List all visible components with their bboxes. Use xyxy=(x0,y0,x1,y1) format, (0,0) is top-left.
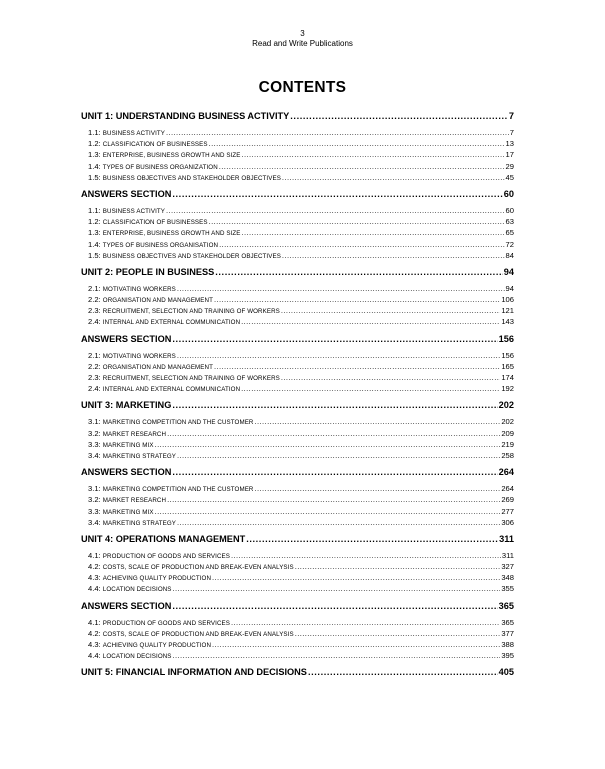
entry-number: 4.4: xyxy=(88,651,101,661)
dot-leader xyxy=(215,265,503,279)
dot-leader xyxy=(173,650,501,661)
page-ref: 264 xyxy=(501,484,514,494)
page-ref: 202 xyxy=(498,400,514,411)
entry-text xyxy=(88,450,176,462)
entry-text xyxy=(88,316,240,328)
dot-leader xyxy=(155,506,501,517)
entry-number: 4.2: xyxy=(88,562,101,572)
page-ref: 365 xyxy=(498,600,514,611)
dot-leader xyxy=(282,172,505,183)
entry-number: 4.4: xyxy=(88,584,101,594)
entry-number: 3.1: xyxy=(88,484,101,494)
entry-label: COSTS, SCALE OF PRODUCTION AND BREAK-EVEN ANALYSIS xyxy=(102,630,294,638)
entry-label: COSTS, SCALE OF PRODUCTION AND BREAK-EVEN ANALYSIS xyxy=(102,564,294,572)
dot-leader xyxy=(172,465,497,479)
entry-label: RECRUITMENT, SELECTION AND TRAINING OF WORKERS xyxy=(102,375,280,382)
page-ref: 269 xyxy=(501,495,514,505)
entry-label: LOCATION DECISIONS xyxy=(102,653,172,661)
entry-number: 1.1: xyxy=(88,205,101,215)
entry-number: 1.4: xyxy=(88,239,101,249)
entry-label: MARKETING MIX xyxy=(102,508,154,516)
section-title: UNIT 4: OPERATIONS MANAGEMENT xyxy=(81,533,246,544)
dot-leader xyxy=(155,439,501,450)
dot-leader xyxy=(214,361,500,372)
page-ref: 192 xyxy=(501,384,514,394)
page-ref: 277 xyxy=(501,506,514,516)
entry-label: ACHIEVING QUALITY PRODUCTION xyxy=(102,575,212,583)
entry-number: 1.3: xyxy=(88,228,101,238)
toc-entry[interactable] xyxy=(81,483,514,494)
page-ref: 306 xyxy=(501,517,514,527)
page-ref: 264 xyxy=(498,467,514,478)
toc-entry[interactable] xyxy=(81,650,514,661)
entry-label: ORGANISATION AND MANAGEMENT xyxy=(102,297,213,305)
section-title: UNIT 1: UNDERSTANDING BUSINESS ACTIVITY xyxy=(81,111,290,121)
page-ref: 84 xyxy=(505,250,514,260)
dot-leader xyxy=(241,383,500,394)
page-ref: 17 xyxy=(505,150,514,160)
toc-section-heading[interactable] xyxy=(81,532,514,546)
entry-number: 1.3: xyxy=(88,150,101,160)
entry-label: MARKETING COMPETITION AND THE CUSTOMER xyxy=(102,486,254,494)
entry-text xyxy=(88,250,281,262)
toc-entry[interactable] xyxy=(81,428,514,439)
entry-number: 4.2: xyxy=(88,628,101,638)
dot-leader xyxy=(172,398,497,412)
dot-leader xyxy=(241,227,504,238)
page-ref: 311 xyxy=(499,533,514,544)
entry-label: CLASSIFICATION OF BUSINESSES xyxy=(102,141,208,149)
entry-text xyxy=(88,172,281,184)
dot-leader xyxy=(167,494,500,505)
toc-section-heading[interactable] xyxy=(81,465,514,479)
entry-label: BUSINESS OBJECTIVES AND STAKEHOLDER OBJECTIVES xyxy=(102,174,281,182)
toc-entry[interactable] xyxy=(81,517,514,528)
dot-leader xyxy=(209,138,505,149)
page-ref: 405 xyxy=(498,667,514,678)
dot-leader xyxy=(166,127,509,138)
dot-leader xyxy=(177,350,500,361)
toc-entry[interactable] xyxy=(81,216,514,227)
toc-entry[interactable] xyxy=(81,138,514,149)
entry-label: CLASSIFICATION OF BUSINESSES xyxy=(102,219,208,227)
toc-entry[interactable] xyxy=(81,149,514,160)
toc-entry[interactable] xyxy=(81,294,514,305)
toc-entry[interactable] xyxy=(81,305,514,316)
page-ref: 7 xyxy=(509,128,514,137)
toc-entry[interactable] xyxy=(81,205,514,216)
toc-entry[interactable] xyxy=(81,628,514,639)
entry-label: MARKETING STRATEGY xyxy=(102,452,176,460)
entry-number: 2.1: xyxy=(88,283,101,293)
page-ref: 219 xyxy=(501,439,514,449)
entry-number: 3.2: xyxy=(88,495,101,505)
dot-leader xyxy=(255,416,501,427)
toc-section-heading[interactable] xyxy=(81,109,514,123)
entry-label: TYPES OF BUSINESS ORGANISATION xyxy=(102,241,219,249)
page-header xyxy=(0,29,605,49)
page-ref: 29 xyxy=(505,161,514,171)
entry-number: 1.5: xyxy=(88,250,101,260)
page-ref: 258 xyxy=(501,450,514,460)
entry-number: 4.3: xyxy=(88,640,101,649)
toc-entry[interactable] xyxy=(81,583,514,594)
dot-leader xyxy=(281,372,500,383)
entry-number: 2.1: xyxy=(88,350,101,360)
toc-section-heading[interactable] xyxy=(81,187,514,201)
page-ref: 121 xyxy=(501,306,514,316)
entry-label: TYPES OF BUSINESS ORGANIZATION xyxy=(102,163,218,171)
page-ref: 395 xyxy=(501,651,514,661)
page-ref: 174 xyxy=(501,373,514,382)
dot-leader xyxy=(167,428,500,439)
toc-entry[interactable] xyxy=(81,506,514,517)
dot-leader xyxy=(219,239,504,250)
dot-leader xyxy=(172,187,502,201)
entry-text xyxy=(88,583,172,595)
toc-section-heading[interactable] xyxy=(81,665,514,679)
entry-label: INTERNAL AND EXTERNAL COMMUNICATION xyxy=(102,319,241,327)
dot-leader xyxy=(231,617,500,628)
entry-label: MARKETING STRATEGY xyxy=(102,519,176,527)
page-ref: 143 xyxy=(501,317,514,327)
entry-label: ACHIEVING QUALITY PRODUCTION xyxy=(102,642,212,649)
toc-entry[interactable] xyxy=(81,127,514,138)
entry-label: MARKETING MIX xyxy=(102,441,154,449)
entry-label: ENTERPRISE, BUSINESS GROWTH AND SIZE xyxy=(102,230,241,238)
dot-leader xyxy=(177,283,505,294)
page-ref: 63 xyxy=(505,217,514,227)
toc-entry[interactable] xyxy=(81,617,514,628)
toc-entry[interactable] xyxy=(81,639,514,650)
entry-label: MARKET RESEARCH xyxy=(102,430,167,438)
entry-label: PRODUCTION OF GOODS AND SERVICES xyxy=(102,619,230,627)
toc-entry[interactable] xyxy=(81,383,514,394)
entry-number: 1.2: xyxy=(88,217,101,227)
entry-label: MARKET RESEARCH xyxy=(102,497,167,505)
entry-number: 3.3: xyxy=(88,439,101,449)
toc-entry[interactable] xyxy=(81,250,514,261)
toc-entry[interactable] xyxy=(81,350,514,361)
entry-number: 3.1: xyxy=(88,417,101,427)
entry-label: LOCATION DECISIONS xyxy=(102,586,172,594)
entry-label: ORGANISATION AND MANAGEMENT xyxy=(102,363,213,371)
page-ref: 13 xyxy=(505,139,514,149)
toc-entry[interactable] xyxy=(81,494,514,505)
entry-number: 3.2: xyxy=(88,428,101,438)
page-ref: 156 xyxy=(498,333,514,344)
page-ref: 7 xyxy=(508,111,514,121)
entry-number: 1.4: xyxy=(88,161,101,171)
dot-leader xyxy=(241,316,500,327)
entry-label: RECRUITMENT, SELECTION AND TRAINING OF WORKERS xyxy=(102,308,280,316)
dot-leader xyxy=(166,205,505,216)
dot-leader xyxy=(212,572,500,583)
toc-entry[interactable] xyxy=(81,283,514,294)
section-title: ANSWERS SECTION xyxy=(81,333,172,344)
dot-leader xyxy=(219,161,505,172)
dot-leader xyxy=(214,294,500,305)
toc-entry[interactable] xyxy=(81,316,514,327)
page-ref: 165 xyxy=(501,361,514,371)
page-ref: 60 xyxy=(505,205,514,215)
page-ref: 60 xyxy=(503,188,514,199)
toc-entry[interactable] xyxy=(81,361,514,372)
dot-leader xyxy=(177,450,500,461)
page-ref: 156 xyxy=(501,350,514,360)
page-ref: 94 xyxy=(503,266,514,277)
page-ref: 106 xyxy=(501,295,514,305)
entry-number: 4.3: xyxy=(88,573,101,583)
entry-label: INTERNAL AND EXTERNAL COMMUNICATION xyxy=(102,386,241,394)
page-ref: 209 xyxy=(501,428,514,438)
section-title: UNIT 3: MARKETING xyxy=(81,400,172,411)
entry-label: MOTIVATING WORKERS xyxy=(102,285,176,293)
page-ref: 377 xyxy=(501,628,514,638)
entry-number: 2.3: xyxy=(88,373,101,382)
section-title: ANSWERS SECTION xyxy=(81,600,172,611)
entry-number: 2.2: xyxy=(88,295,101,305)
dot-leader xyxy=(282,250,505,261)
dot-leader xyxy=(172,332,497,346)
toc-entry[interactable] xyxy=(81,416,514,427)
entry-label: BUSINESS ACTIVITY xyxy=(102,130,166,137)
entry-label: BUSINESS OBJECTIVES AND STAKEHOLDER OBJECTIVES xyxy=(102,252,281,260)
entry-label: MOTIVATING WORKERS xyxy=(102,352,176,360)
dot-leader xyxy=(295,561,501,572)
publisher-name: Read and Write Publications xyxy=(252,39,353,48)
page-ref: 311 xyxy=(501,550,514,560)
page-ref: 355 xyxy=(501,584,514,594)
dot-leader xyxy=(173,583,501,594)
dot-leader xyxy=(255,483,501,494)
entry-label: ENTERPRISE, BUSINESS GROWTH AND SIZE xyxy=(102,152,241,160)
dot-leader xyxy=(241,149,504,160)
page-ref: 348 xyxy=(501,573,514,583)
toc-section-heading[interactable] xyxy=(81,332,514,346)
entry-number: 1.2: xyxy=(88,139,101,149)
dot-leader xyxy=(177,517,500,528)
toc-entry[interactable] xyxy=(81,550,514,561)
entry-number: 3.4: xyxy=(88,450,101,460)
dot-leader xyxy=(212,639,500,650)
page-ref: 365 xyxy=(501,617,514,627)
entry-label: PRODUCTION OF GOODS AND SERVICES xyxy=(102,552,230,560)
dot-leader xyxy=(290,109,508,123)
section-title: UNIT 5: FINANCIAL INFORMATION AND DECISIONS xyxy=(81,667,307,678)
entry-number: 2.2: xyxy=(88,361,101,371)
dot-leader xyxy=(231,550,501,561)
toc-entry[interactable] xyxy=(81,572,514,583)
entry-number: 2.3: xyxy=(88,306,101,316)
toc-entry[interactable] xyxy=(81,450,514,461)
entry-number: 1.5: xyxy=(88,172,101,182)
contents-title: CONTENTS xyxy=(258,79,347,96)
page-ref: 94 xyxy=(505,283,514,293)
toc-entry[interactable] xyxy=(81,161,514,172)
entry-label: MARKETING COMPETITION AND THE CUSTOMER xyxy=(102,419,254,427)
section-title: UNIT 2: PEOPLE IN BUSINESS xyxy=(81,266,215,277)
page-number: 3 xyxy=(300,29,305,38)
entry-text xyxy=(88,517,176,529)
toc-entry[interactable] xyxy=(81,439,514,450)
page-ref: 72 xyxy=(505,239,514,249)
entry-number: 2.4: xyxy=(88,317,101,327)
page-ref: 65 xyxy=(505,228,514,238)
toc-section-heading[interactable] xyxy=(81,599,514,613)
entry-number: 3.3: xyxy=(88,506,101,516)
section-title: ANSWERS SECTION xyxy=(81,188,172,199)
page-ref: 327 xyxy=(501,562,514,572)
toc-entry[interactable] xyxy=(81,227,514,238)
toc-entry[interactable] xyxy=(81,172,514,183)
entry-number: 4.1: xyxy=(88,550,101,560)
dot-leader xyxy=(308,665,498,679)
toc-entry[interactable] xyxy=(81,239,514,250)
entry-text xyxy=(88,383,240,395)
dot-leader xyxy=(172,599,497,613)
toc-section-heading[interactable] xyxy=(81,398,514,412)
dot-leader xyxy=(295,628,501,639)
entry-number: 4.1: xyxy=(88,617,101,627)
page-ref: 388 xyxy=(501,640,514,649)
entry-text xyxy=(88,650,172,662)
toc-entry[interactable] xyxy=(81,372,514,383)
dot-leader xyxy=(246,532,498,546)
entry-number: 3.4: xyxy=(88,517,101,527)
entry-label: BUSINESS ACTIVITY xyxy=(102,207,166,215)
dot-leader xyxy=(281,305,500,316)
section-title: ANSWERS SECTION xyxy=(81,467,172,478)
dot-leader xyxy=(209,216,505,227)
page-ref: 202 xyxy=(501,417,514,427)
entry-number: 2.4: xyxy=(88,384,101,394)
toc-entry[interactable] xyxy=(81,561,514,572)
table-of-contents xyxy=(81,105,514,679)
entry-number: 1.1: xyxy=(88,128,101,137)
page-ref: 45 xyxy=(505,172,514,182)
toc-section-heading[interactable] xyxy=(81,265,514,279)
